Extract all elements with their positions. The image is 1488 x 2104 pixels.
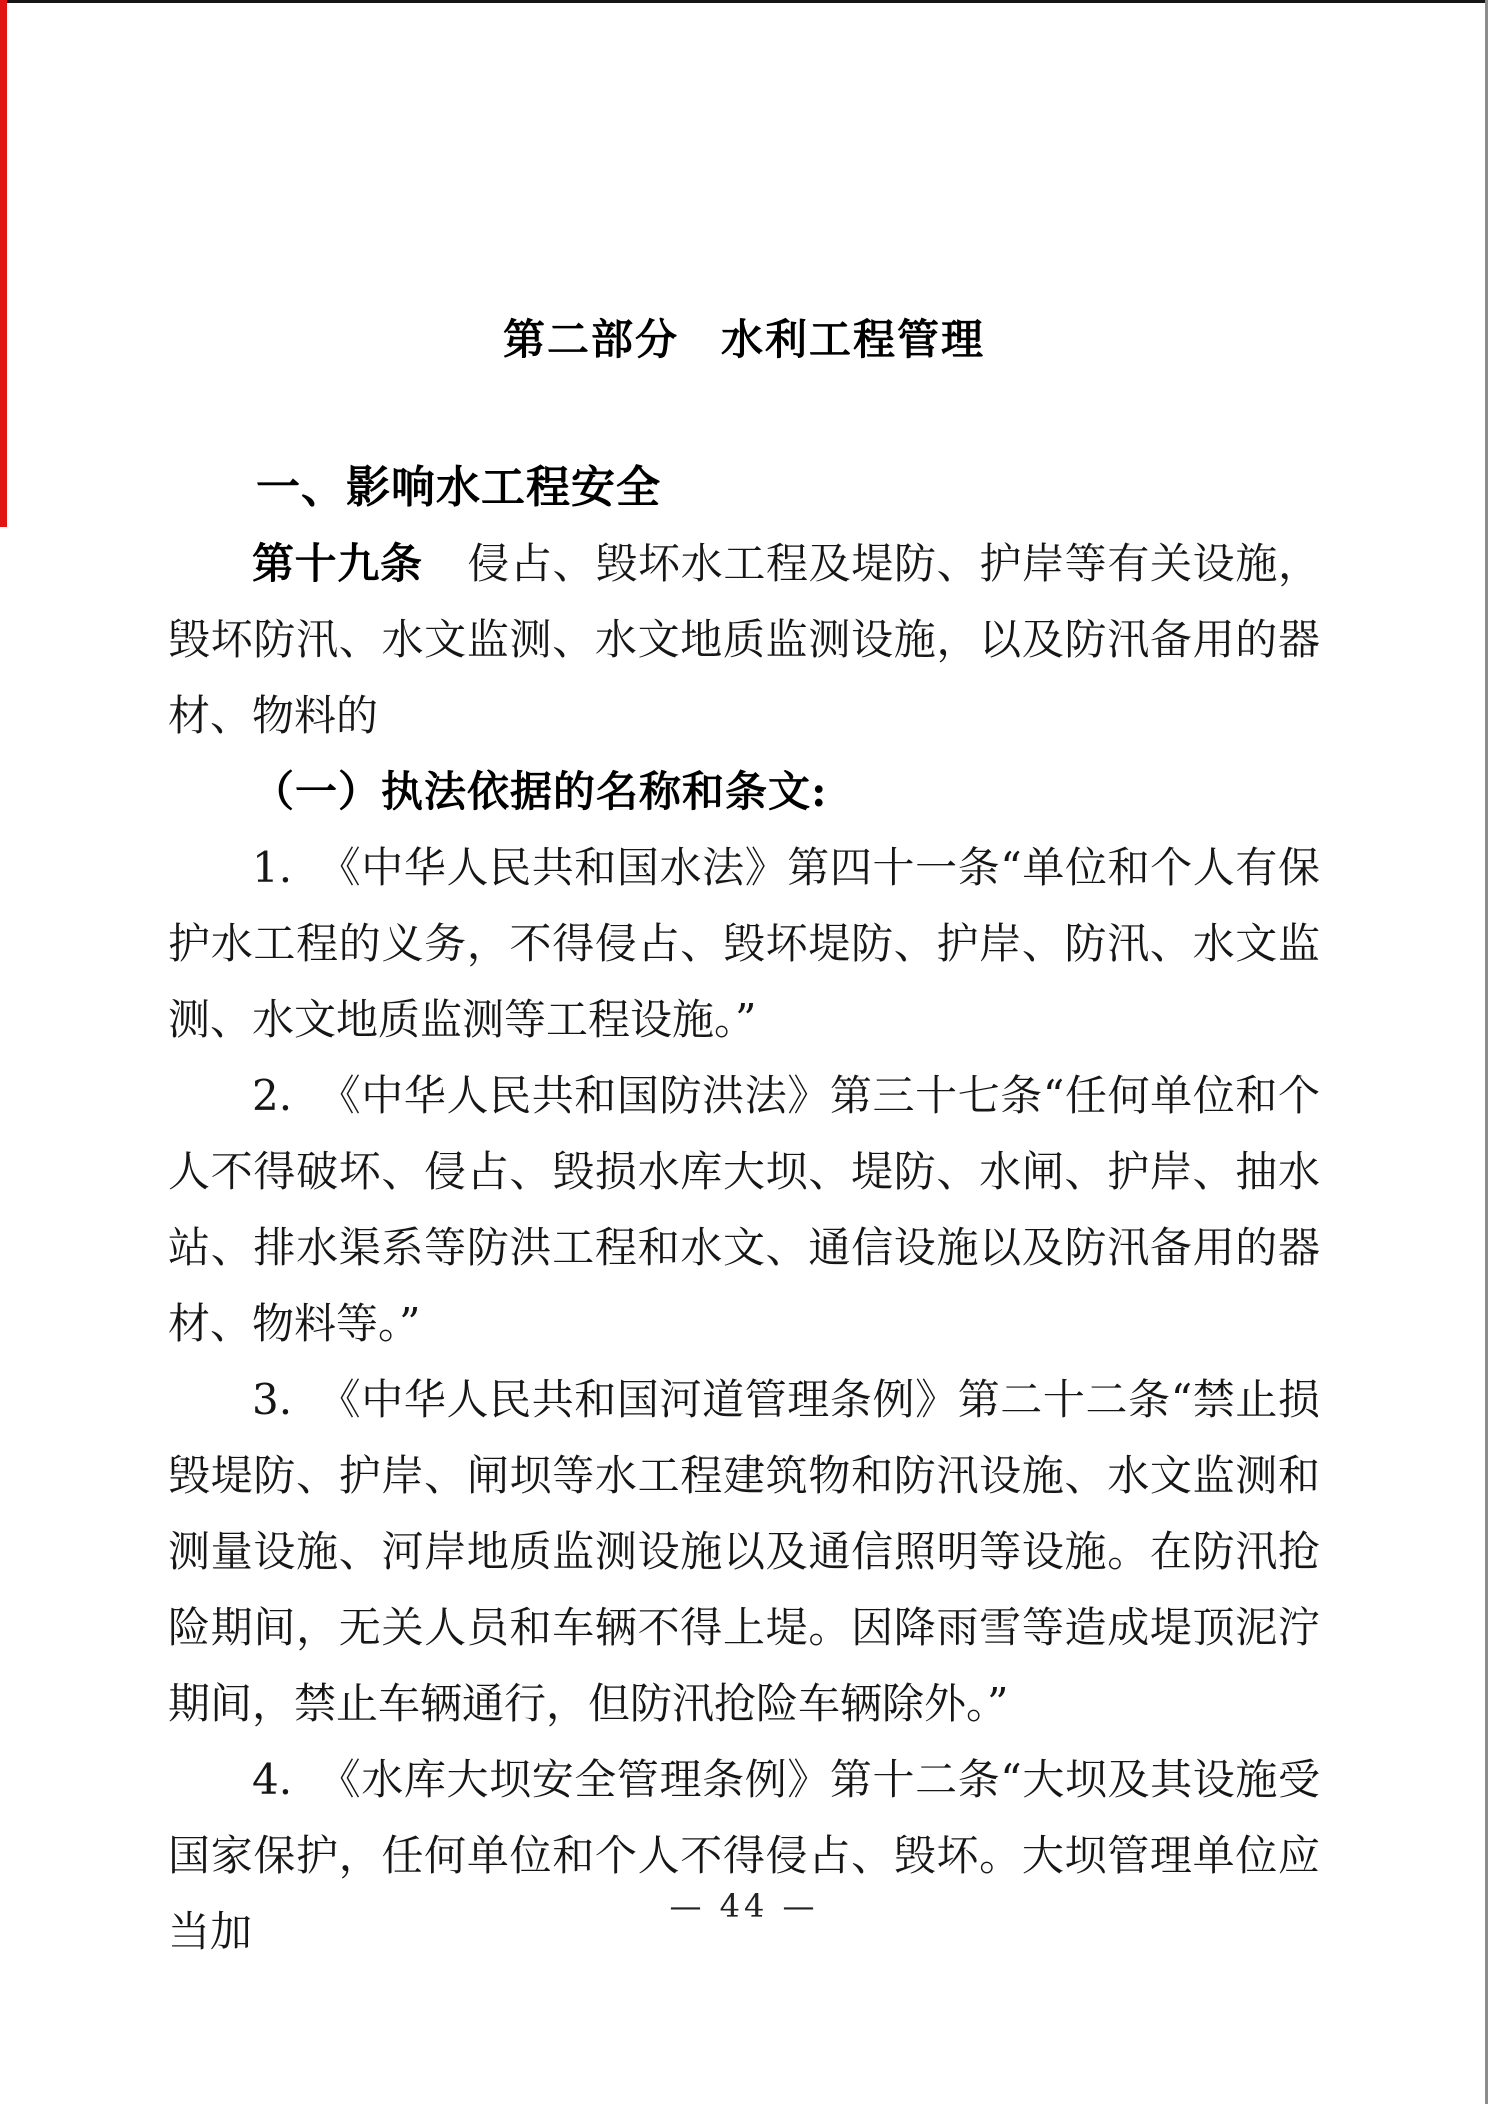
- window-top-border: [0, 0, 1488, 3]
- article-label: 第十九条: [252, 539, 423, 588]
- subsection-heading: （一）执法依据的名称和条文:: [252, 767, 828, 816]
- legal-item-3: [168, 1362, 1320, 1742]
- part-title-prefix: 第二部分: [502, 315, 679, 364]
- legal-item-1: [168, 830, 1320, 1058]
- section-heading: 一、影响水工程安全: [256, 462, 661, 513]
- page-title: [0, 316, 1488, 364]
- item-text: 《中华人民共和国水法》第四十一条“单位和个人有保护水工程的义务，不得侵占、毁坏堤防、护岸、防汛、水文监测、水文地质监测等工程设施。”: [168, 843, 1320, 1044]
- document-body: [168, 450, 1320, 1970]
- item-text: 《水库大坝安全管理条例》第十二条“大坝及其设施受国家保护，任何单位和个人不得侵占、毁坏。大坝管理单位应当加: [168, 1755, 1320, 1956]
- item-number: 1.: [252, 843, 293, 892]
- part-title-name: 水利工程管理: [721, 315, 986, 364]
- item-number: 3.: [252, 1375, 293, 1424]
- legal-item-4: [168, 1742, 1320, 1970]
- left-red-marker: [0, 0, 7, 527]
- article-paragraph: [168, 526, 1320, 754]
- item-text: 《中华人民共和国防洪法》第三十七条“任何单位和个人不得破坏、侵占、毁损水库大坝、堤防、水闸、护岸、抽水站、排水渠系等防洪工程和水文、通信设施以及防汛备用的器材、物料等。”: [168, 1071, 1320, 1348]
- item-number: 2.: [252, 1071, 293, 1120]
- legal-item-2: [168, 1058, 1320, 1362]
- article-text: 侵占、毁坏水工程及堤防、护岸等有关设施，毁坏防汛、水文监测、水文地质监测设施，以及防汛备用的器材、物料的: [168, 539, 1320, 740]
- item-text: 《中华人民共和国河道管理条例》第二十二条“禁止损毁堤防、护岸、闸坝等水工程建筑物和防汛设施、水文监测和测量设施、河岸地质监测设施以及通信照明等设施。在防汛抢险期间，无关人员和车辆不得上堤。因降雨雪等造成堤顶泥泞期间，禁止车辆通行，但防汛抢险车辆除外。”: [168, 1375, 1320, 1728]
- page-number: — 44 —: [669, 1887, 819, 1925]
- item-number: 4.: [252, 1755, 293, 1804]
